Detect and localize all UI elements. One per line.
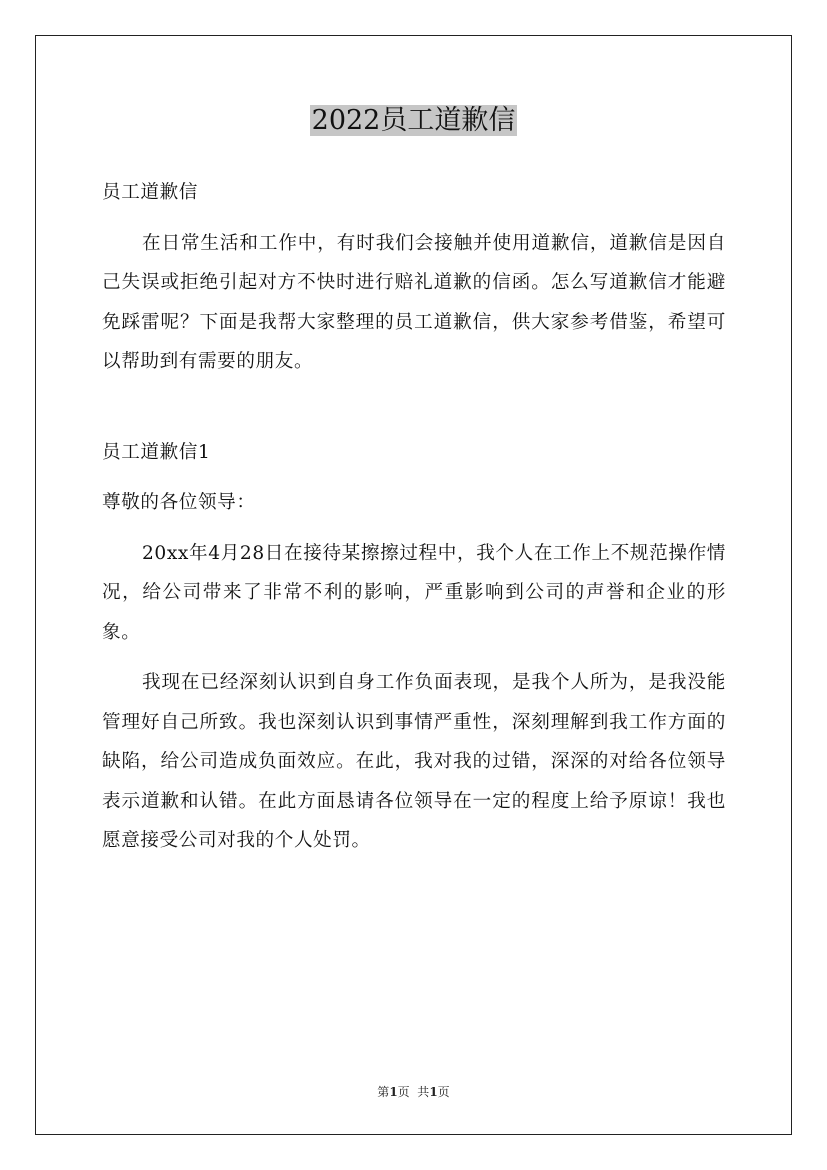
footer-page-total: 1: [429, 1085, 438, 1099]
document-body: [102, 173, 726, 861]
document-title: [0, 101, 827, 141]
document-subtitle: 员工道歉信: [102, 182, 198, 203]
document-title-text: 2022员工道歉信: [311, 105, 516, 136]
intro-paragraph: 在日常生活和工作中，有时我们会接触并使用道歉信，道歉信是因自己失误或拒绝引起对方不快时进行赔礼道歉的信函。怎么写道歉信才能避免踩雷呢？下面是我帮大家整理的员工道歉信，供大家参考借鉴，希望可以帮助到有需要的朋友。: [102, 232, 726, 372]
footer-page-prefix: 第: [377, 1085, 390, 1099]
footer-page-mid: 页 共: [397, 1085, 430, 1099]
letter-paragraph-2: 我现在已经深刻认识到自身工作负面表现，是我个人所为，是我没能管理好自己所致。我也深刻认识到事情严重性，深刻理解到我工作方面的缺陷，给公司造成负面效应。在此，我对我的过错，深深的对给各位领导表示道歉和认错。在此方面恳请各位领导在一定的程度上给予原谅！我也愿意接受公司对我的个人处罚。: [102, 672, 726, 851]
letter-heading: 员工道歉信1: [102, 441, 211, 463]
footer-page-suffix: 页: [437, 1085, 450, 1099]
page-footer: [0, 1083, 827, 1101]
letter-salutation: 尊敬的各位领导：: [102, 492, 256, 513]
letter-paragraph-1: 20xx年4月28日在接待某擦擦过程中，我个人在工作上不规范操作情况，给公司带来了非常不利的影响，严重影响到公司的声誉和企业的形象。: [102, 542, 726, 643]
footer-page-current: 1: [389, 1085, 398, 1099]
